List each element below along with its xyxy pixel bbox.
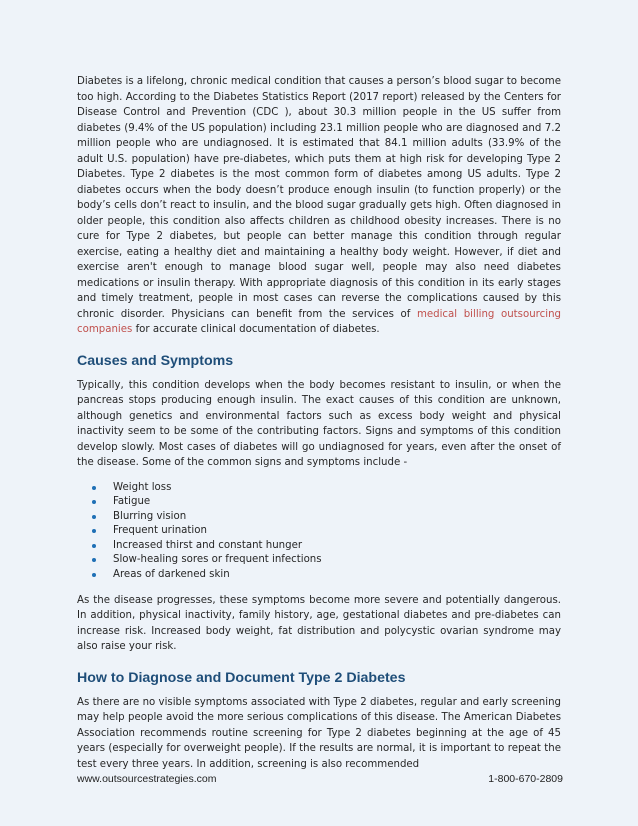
- list-item-text: Blurring vision: [113, 510, 187, 522]
- list-item: [92, 539, 561, 554]
- list-item: [92, 495, 561, 510]
- bullet-icon: [92, 515, 96, 519]
- bullet-icon: [92, 486, 96, 490]
- list-item-text: Areas of darkened skin: [113, 569, 230, 581]
- list-item: [92, 510, 561, 525]
- list-item-text: Fatigue: [113, 496, 151, 508]
- causes-heading: Causes and Symptoms: [77, 352, 234, 369]
- list-item-text: Frequent urination: [113, 525, 207, 537]
- diagnose-paragraph: As there are no visible symptoms associated with Type 2 diabetes, regular and early screening may help people avoid the more serious complications of this disease. The American Diabetes Association recommends routine screening for Type 2 diabetes beginning at the age of 45 years (especially for overweight people). If the results are normal, it is important to repeat the test every three years. In addition, screening is also recommended: [77, 696, 561, 770]
- footer-phone: 1-800-670-2809: [488, 773, 563, 785]
- bullet-icon: [92, 529, 96, 533]
- document-body: [77, 74, 561, 772]
- list-item-text: Weight loss: [113, 481, 172, 493]
- diagnose-heading: How to Diagnose and Document Type 2 Diabetes: [77, 669, 406, 686]
- intro-paragraph: [77, 74, 561, 338]
- list-item: [92, 568, 561, 583]
- list-item-text: Increased thirst and constant hunger: [113, 539, 303, 551]
- intro-text: Diabetes is a lifelong, chronic medical condition that causes a person’s blood sugar to become too high. According to the Diabetes Statistics Report (2017 report) released by the Centers for Disease Control and Prevention (CDC ), about 30.3 million people in the US suffer from diabetes (9.4% of the US population) including 23.1 million people who are diagnosed and 7.2 million people who are undiagnosed. It is estimated that 84.1 million adults (33.9% of the adult U.S. population) have pre-diabetes, which puts them at high risk for developing Type 2 Diabetes. Type 2 diabetes is the most common form of diabetes among US adults. Type 2 diabetes occurs when the body doesn’t produce enough insulin (to function properly) or the body’s cells don’t react to insulin, and the blood sugar gradually gets high. Often diagnosed in older people, this condition also affects children as childhood obesity increases. There is no cure for Type 2 diabetes, but people can better manage this condition through regular exercise, eating a healthy diet and maintaining a healthy body weight. However, if diet and exercise aren't enough to manage blood sugar well, people may also need diabetes medications or insulin therapy. With appropriate diagnosis of this condition in its early stages and timely treatment, people in most cases can reverse the complications caused by this chronic disorder. Physicians can benefit from the services of: [77, 76, 561, 320]
- list-item: [92, 553, 561, 568]
- symptoms-list: [77, 481, 561, 583]
- bullet-icon: [92, 544, 96, 548]
- list-item-text: Slow-healing sores or frequent infections: [113, 554, 322, 566]
- medical-billing-link[interactable]: medical billing outsourcing companies: [77, 308, 561, 335]
- list-item: [92, 481, 561, 496]
- bullet-icon: [92, 500, 96, 504]
- causes-paragraph: Typically, this condition develops when the body becomes resistant to insulin, or when the pancreas stops producing enough insulin. The exact causes of this condition are unknown, although genetics and environmental factors such as excess body weight and physical inactivity seem to be some of the contributing factors. Signs and symptoms of this condition develop slowly. Most cases of diabetes will go undiagnosed for years, even after the onset of the disease. Some of the common signs and symptoms include -: [77, 379, 561, 468]
- progression-paragraph: As the disease progresses, these symptoms become more severe and potentially dangerous. In addition, physical inactivity, family history, age, gestational diabetes and pre-diabetes can increase risk. Increased body weight, fat distribution and polycystic ovarian syndrome may also raise your risk.: [77, 594, 561, 653]
- list-item: [92, 524, 561, 539]
- footer-website: www.outsourcestrategies.com: [77, 773, 217, 785]
- bullet-icon: [92, 558, 96, 562]
- intro-text-end: for accurate clinical documentation of diabetes.: [132, 324, 380, 335]
- bullet-icon: [92, 573, 96, 577]
- page-footer: [77, 773, 563, 785]
